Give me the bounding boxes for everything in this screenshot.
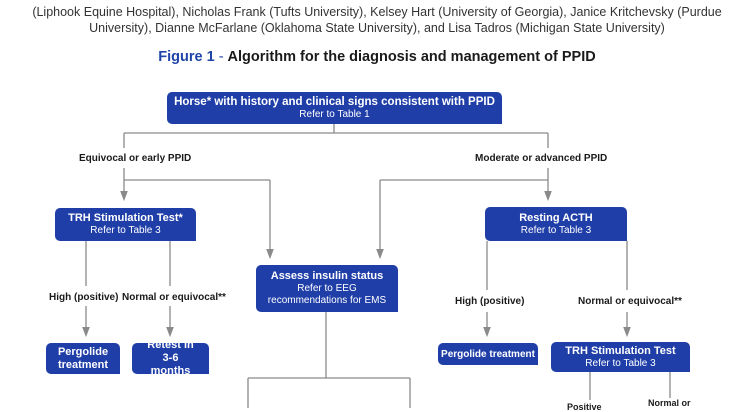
node-trh-left [55,208,196,241]
label-high-right: High (positive) [455,296,525,307]
label-normal-left: Normal or equivocal** [122,292,226,303]
label-positive-partial: Positive [567,402,602,412]
node-root-title: Horse* with history and clinical signs consistent with PPID [174,95,495,108]
credits-line-1: (Liphook Equine Hospital), Nicholas Frank (Tufts University), Kelsey Hart (University of Georgia), Janice Kritchevsky (Purdue [32,5,722,19]
label-normal-or-partial: Normal or [648,398,691,408]
figure-title-text: Algorithm for the diagnosis and management of PPID [227,49,596,65]
node-trh-right [551,342,690,372]
label-normal-right: Normal or equivocal** [578,296,682,307]
node-root-sub: Refer to Table 1 [299,108,370,120]
node-trh-left-title: TRH Stimulation Test* [68,212,183,224]
node-root [167,92,502,124]
figure-number: Figure 1 [158,49,215,65]
node-acth [485,207,627,241]
label-equivocal-early: Equivocal or early PPID [79,153,192,164]
node-trh-right-sub: Refer to Table 3 [585,357,656,369]
node-insulin [256,265,398,312]
label-moderate-advanced: Moderate or advanced PPID [475,153,608,164]
node-pergolide-left-title: Pergolide treatment [57,345,109,371]
node-acth-title: Resting ACTH [519,211,593,224]
label-high-left: High (positive) [49,292,119,303]
node-retest [132,339,209,377]
node-pergolide-right [438,343,538,365]
node-pergolide-left [46,343,120,374]
node-pergolide-right-title: Pergolide treatment [441,348,535,360]
node-insulin-title: Assess insulin status [270,270,384,282]
node-retest-title: Retest in 3-6 months [147,339,194,377]
node-trh-right-title: TRH Stimulation Test [565,344,676,357]
figure-separator: - [218,49,224,65]
node-trh-left-sub: Refer to Table 3 [90,225,161,236]
node-acth-sub: Refer to Table 3 [520,224,592,236]
credits-line-2: University), Dianne McFarlane (Oklahoma State University), and Lisa Tadros (Michigan State University) [89,21,665,35]
node-insulin-sub: Refer to EEG recommendations for EMS [267,283,387,306]
